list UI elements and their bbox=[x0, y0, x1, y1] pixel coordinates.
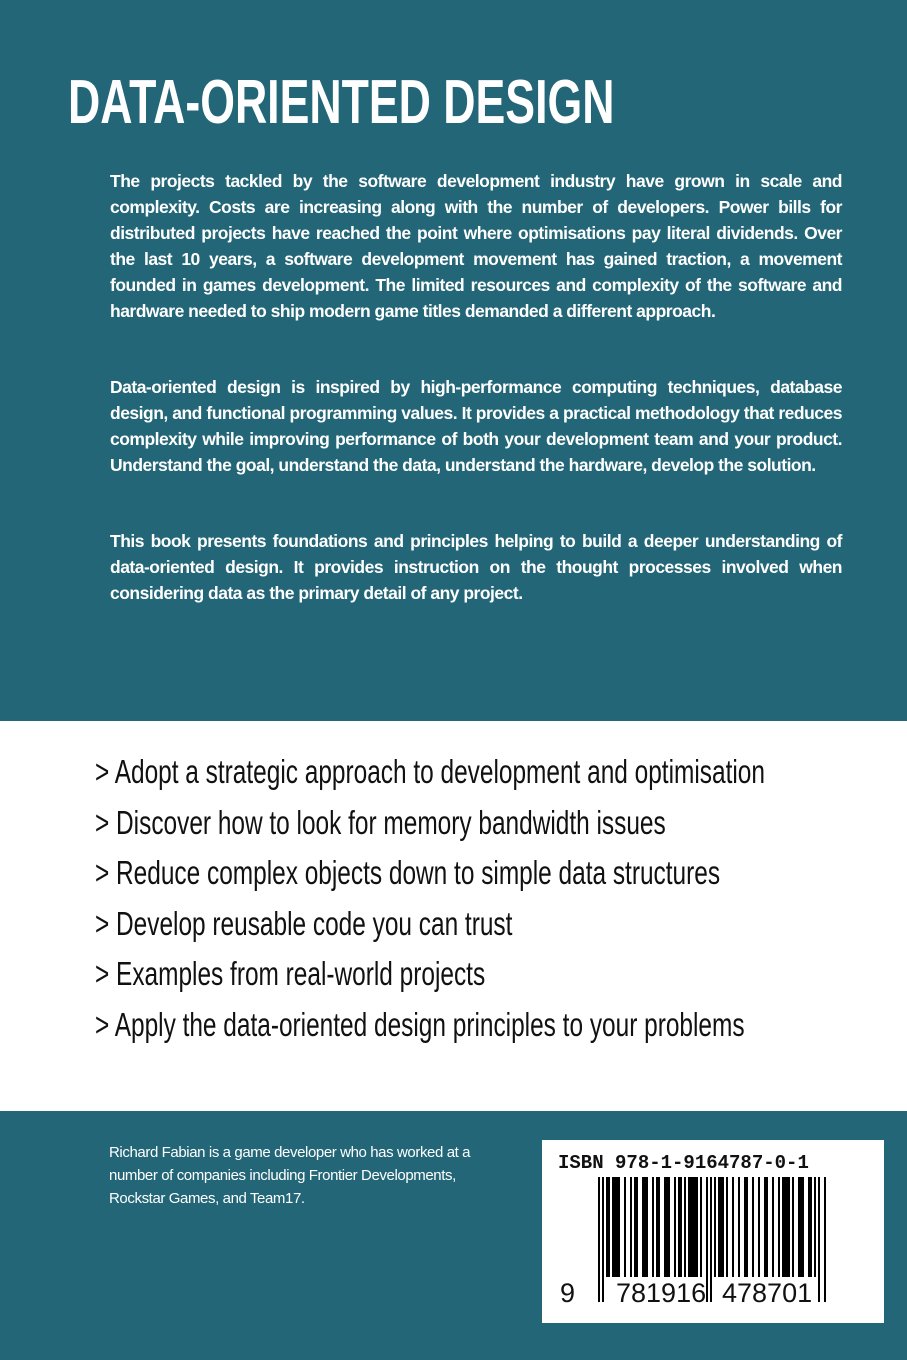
feature-item: > Develop reusable code you can trust bbox=[95, 904, 513, 942]
isbn-barcode-box bbox=[542, 1140, 884, 1323]
isbn-digits-right: 478701 bbox=[722, 1278, 813, 1308]
author-bio: Richard Fabian is a game developer who has worked at a number of companies including Frontier Developments, Rockstar Games, and Team17. bbox=[109, 1144, 471, 1207]
isbn-label: ISBN 978-1-9164787-0-1 bbox=[558, 1152, 809, 1174]
blurb-paragraph-3: This book presents foundations and principles helping to build a deeper understanding of data-oriented design. It provides instruction on the thought processes involved when considering data as the primary detail of any project. bbox=[110, 531, 842, 603]
blurb-paragraph-1: The projects tackled by the software development industry have grown in scale and complexity. Costs are increasing along with the number of developers. Power bills for distributed projects have reached the point where optimisations pay literal dividends. Over the last 10 years, a software development movement has gained traction, a movement founded in games development. The limited resources and complexity of the software and hardware needed to ship modern game titles demanded a different approach. bbox=[110, 171, 842, 321]
feature-item: > Discover how to look for memory bandwidth issues bbox=[95, 803, 666, 841]
blurb-paragraph-2: Data-oriented design is inspired by high-performance computing techniques, database design, and functional programming values. It provides a practical methodology that reduces complexity while improving performance of both your development team and your product. Understand the goal, understand the data, understand the hardware, develop the solution. bbox=[110, 377, 842, 475]
isbn-digit-first: 9 bbox=[560, 1278, 576, 1308]
book-title: DATA-ORIENTED DESIGN bbox=[68, 68, 615, 137]
feature-item: > Apply the data-oriented design principles to your problems bbox=[95, 1005, 745, 1043]
isbn-digits-left: 781916 bbox=[616, 1278, 707, 1308]
feature-list bbox=[95, 747, 907, 1050]
feature-item: > Reduce complex objects down to simple data structures bbox=[95, 854, 721, 891]
feature-item: > Adopt a strategic approach to development and optimisation bbox=[95, 753, 765, 790]
feature-item: > Examples from real-world projects bbox=[95, 955, 486, 992]
